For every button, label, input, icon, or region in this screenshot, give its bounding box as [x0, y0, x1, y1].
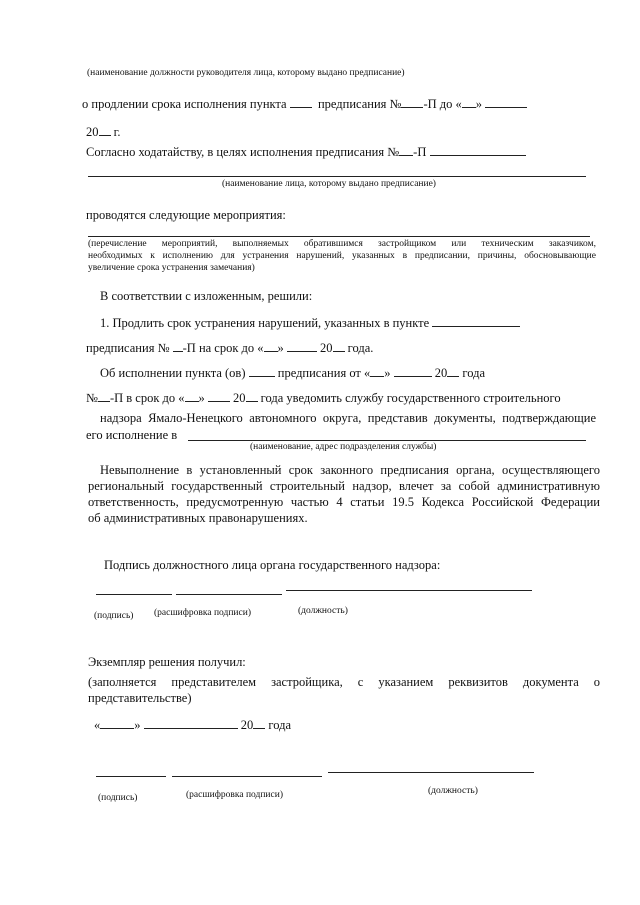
item1-line2	[86, 340, 373, 356]
year-line	[86, 124, 120, 140]
extension-suffix: -П до «	[423, 97, 462, 111]
date-year-prefix: 20	[240, 718, 254, 732]
report-line2	[86, 390, 561, 406]
report-number-blank[interactable]	[98, 390, 110, 402]
received-note-line-2: представительстве)	[88, 691, 192, 705]
item1-month-blank[interactable]	[287, 340, 317, 352]
report-line3	[100, 410, 596, 426]
sig2-position-line[interactable]	[328, 772, 534, 773]
month-blank[interactable]	[485, 96, 527, 108]
date-month-blank[interactable]	[144, 717, 238, 729]
item1-year-blank[interactable]	[333, 340, 345, 352]
extension-prefix: о продлении срока исполнения пункта	[82, 97, 287, 111]
petition-tail-blank[interactable]	[430, 144, 526, 156]
sig2-signature-line[interactable]	[96, 776, 166, 777]
item1-line1	[100, 315, 520, 331]
report-day-blank[interactable]	[370, 365, 384, 377]
measures-line[interactable]	[88, 236, 590, 237]
report-quote-close: »	[384, 366, 391, 380]
sig1-signature-line[interactable]	[96, 594, 172, 595]
report-line3-text: надзора Ямало-Ненецкого автономного округа, представив документы, подтверждающие	[100, 411, 596, 425]
warning-line-1: Невыполнение в установленный срок законного предписания органа, осуществляющего	[100, 463, 600, 477]
extension-line	[82, 96, 527, 112]
date-quote-open: «	[94, 718, 101, 732]
item1-year-prefix: 20	[320, 341, 333, 355]
year-blank[interactable]	[99, 124, 111, 136]
measures-label: проводятся следующие мероприятия:	[86, 208, 286, 222]
quote-close: »	[475, 97, 483, 111]
item1-order-blank[interactable]	[173, 340, 183, 352]
year-suffix: г.	[110, 125, 121, 139]
recipient-line[interactable]	[88, 176, 586, 177]
item-number-blank[interactable]	[290, 96, 312, 108]
measures-caption-line-2: необходимых к исполнению для устранения нарушений, указанных в предписании, причины, обосновывающие	[88, 251, 596, 261]
report-deadline-year-blank[interactable]	[246, 390, 258, 402]
report-year-blank[interactable]	[447, 365, 459, 377]
sig1-decode-line[interactable]	[176, 594, 282, 595]
item1-year-word: года.	[347, 341, 374, 355]
date-year-word: года	[268, 718, 291, 732]
report-deadline-month-blank[interactable]	[208, 390, 230, 402]
extension-middle: предписания №	[317, 97, 402, 111]
petition-order-blank[interactable]	[399, 144, 413, 156]
report-unit-line[interactable]	[188, 440, 586, 441]
sig1-position-caption: (должность)	[298, 606, 348, 616]
received-label: Экземпляр решения получил:	[88, 655, 246, 669]
item1-point-blank[interactable]	[432, 315, 520, 327]
petition-line	[86, 144, 526, 160]
date-line	[94, 717, 291, 733]
report-line4	[86, 428, 177, 443]
report-month-blank[interactable]	[394, 365, 432, 377]
report-deadline-label: -П в срок до «	[109, 391, 185, 405]
measures-caption-line-1: (перечисление мероприятий, выполняемых обратившимся застройщиком или техническим заказчиком,	[88, 239, 596, 249]
sig2-signature-caption: (подпись)	[98, 793, 138, 803]
date-quote-close: »	[134, 718, 141, 732]
date-day-blank[interactable]	[100, 717, 134, 729]
order-number-blank[interactable]	[401, 96, 423, 108]
report-order-date-label: предписания от «	[277, 366, 371, 380]
sig2-decode-line[interactable]	[172, 776, 322, 777]
warning-line-4: об административных правонарушениях.	[88, 511, 308, 525]
year-prefix: 20	[86, 125, 99, 139]
measures-caption	[88, 238, 596, 274]
item1-day-blank[interactable]	[264, 340, 278, 352]
sig1-decode-caption: (расшифровка подписи)	[154, 608, 251, 618]
report-year-prefix: 20	[434, 366, 448, 380]
petition-text: Согласно ходатайству, в целях исполнения предписания №	[86, 145, 400, 159]
report-number-label: №	[86, 391, 98, 405]
header-caption: (наименование должности руководителя лица, которому выдано предписание)	[87, 68, 405, 78]
recipient-caption: (наименование лица, которому выдано предписание)	[222, 179, 436, 189]
item1-text: 1. Продлить срок устранения нарушений, указанных в пункте	[100, 316, 430, 330]
warning-paragraph	[88, 462, 600, 526]
date-year-blank[interactable]	[253, 717, 265, 729]
item1-term-label: -П на срок до «	[182, 341, 264, 355]
sig1-signature-caption: (подпись)	[94, 611, 134, 621]
day-blank[interactable]	[462, 96, 476, 108]
report-year-word: года	[462, 366, 485, 380]
report-points-label: Об исполнении пункта (ов)	[100, 366, 246, 380]
sig1-position-line[interactable]	[286, 590, 532, 591]
report-points-blank[interactable]	[249, 365, 275, 377]
report-deadline-year-prefix: 20	[233, 391, 246, 405]
report-caption: (наименование, адрес подразделения службы)	[250, 442, 437, 452]
item1-order-label: предписания №	[86, 341, 170, 355]
petition-suffix: -П	[413, 145, 427, 159]
report-deadline-day-blank[interactable]	[185, 390, 199, 402]
report-notify-text: года уведомить службу государственного строительного	[260, 391, 561, 405]
item1-quote-close: »	[277, 341, 284, 355]
warning-line-3: ответственность, предусмотренную частью 4 статьи 19.5 Кодекса Российской Федерации	[88, 495, 600, 509]
report-deadline-quote: »	[198, 391, 205, 405]
sig2-position-caption: (должность)	[428, 786, 478, 796]
received-note	[88, 674, 600, 706]
signature-title: Подпись должностного лица органа государственного надзора:	[104, 558, 441, 572]
measures-caption-line-3: увеличение срока устранения замечания)	[88, 263, 255, 273]
report-line4-text: его исполнение в	[86, 428, 178, 442]
report-line1	[100, 365, 485, 381]
warning-line-2: региональный государственный строительный надзор, влечет за собой административную	[88, 479, 600, 493]
sig2-decode-caption: (расшифровка подписи)	[186, 790, 283, 800]
received-note-line-1: (заполняется представителем застройщика, с указанием реквизитов документа о	[88, 675, 600, 689]
decided-heading: В соответствии с изложенным, решили:	[100, 289, 313, 303]
